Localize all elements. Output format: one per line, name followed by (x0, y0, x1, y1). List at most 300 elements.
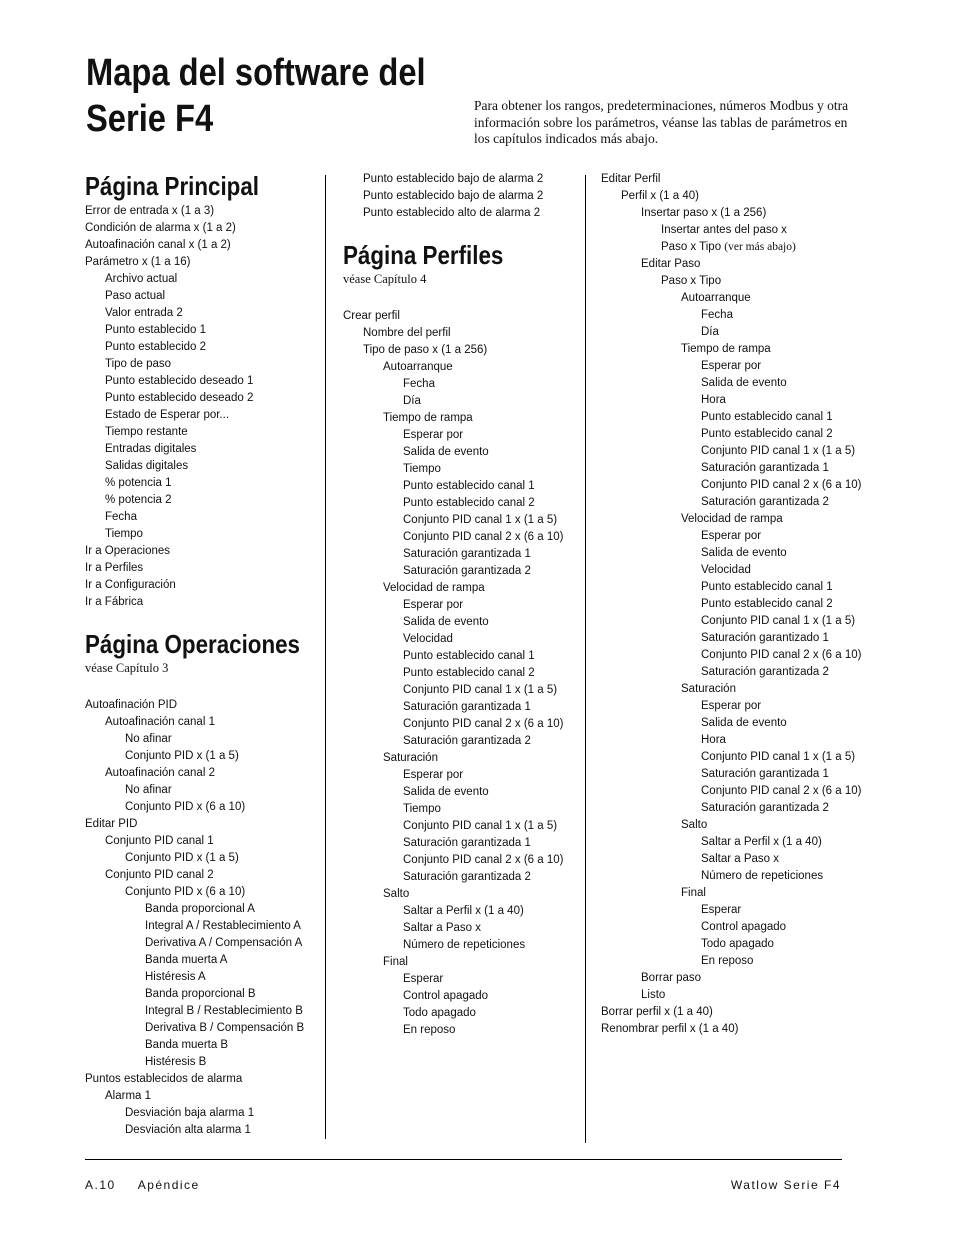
section-heading: Página Operaciones (85, 629, 300, 659)
menu-item (403, 443, 579, 460)
menu-item-label: Hora (701, 393, 726, 406)
menu-item-label: Autoarranque (681, 291, 751, 304)
menu-item (145, 1002, 321, 1019)
menu-item-label: Fecha (701, 308, 733, 321)
menu-item (701, 476, 879, 493)
menu-item-label: Tiempo restante (105, 425, 188, 438)
menu-item (105, 406, 321, 423)
menu-item-label: No afinar (125, 783, 172, 796)
menu-item (661, 272, 851, 289)
menu-item (701, 646, 879, 663)
menu-item-label: Día (701, 325, 719, 338)
section-heading: Página Perfiles (343, 240, 504, 270)
menu-item (701, 425, 851, 442)
menu-item-label: Esperar por (403, 768, 464, 781)
menu-item (145, 968, 321, 985)
menu-item (661, 238, 851, 255)
menu-item (105, 508, 321, 525)
menu-item (701, 391, 851, 408)
menu-item-label: Conjunto PID canal 2 x (6 a 10) (403, 717, 564, 730)
menu-item (125, 730, 321, 747)
menu-item-label: Salidas digitales (105, 459, 189, 472)
menu-item-label: Final (383, 955, 408, 968)
menu-item (701, 578, 851, 595)
menu-item (363, 170, 579, 187)
menu-item-label: Control apagado (403, 989, 489, 1002)
menu-item (701, 527, 851, 544)
menu-item-label: Fecha (403, 377, 435, 390)
menu-item-label: Saltar a Paso x (403, 921, 481, 934)
menu-item (701, 595, 851, 612)
menu-item (681, 680, 851, 697)
menu-item (105, 832, 321, 849)
menu-item (403, 528, 581, 545)
menu-item-label: Punto establecido canal 1 (403, 649, 535, 662)
menu-item-label: Todo apagado (403, 1006, 476, 1019)
menu-item-label: Esperar por (701, 359, 762, 372)
menu-item (403, 834, 579, 851)
menu-item (363, 187, 579, 204)
menu-item (105, 764, 321, 781)
menu-item (105, 423, 321, 440)
menu-item-label: Saltar a Perfil x (1 a 40) (403, 904, 524, 917)
menu-item (383, 358, 579, 375)
menu-item-label: % potencia 1 (105, 476, 172, 489)
menu-item (701, 765, 851, 782)
footer-left (85, 1178, 200, 1192)
menu-item-label: Conjunto PID canal 2 x (6 a 10) (403, 530, 564, 543)
menu-item-label: Tiempo (403, 462, 441, 475)
menu-item-label: Ir a Configuración (85, 578, 176, 591)
menu-item-label: Esperar (701, 903, 742, 916)
menu-item-label: Tipo de paso (105, 357, 172, 370)
column-divider (585, 175, 586, 1143)
menu-item-label: Punto establecido canal 1 (701, 580, 833, 593)
menu-item (403, 562, 579, 579)
menu-item (641, 986, 851, 1003)
menu-item-label: Conjunto PID canal 1 x (1 a 5) (701, 750, 856, 763)
menu-item (343, 307, 579, 324)
menu-item (701, 748, 879, 765)
menu-item-label: Borrar perfil x (1 a 40) (601, 1005, 713, 1018)
menu-item-label: Punto establecido bajo de alarma 2 (363, 189, 544, 202)
menu-item (403, 426, 579, 443)
menu-item-label: Tiempo (403, 802, 441, 815)
menu-item (681, 510, 851, 527)
menu-item (403, 902, 579, 919)
menu-item-label: Banda muerta A (145, 953, 228, 966)
page-number: A.10 (85, 1178, 116, 1192)
menu-item (641, 969, 851, 986)
menu-item (403, 817, 581, 834)
menu-item (105, 457, 321, 474)
menu-item-label: Punto establecido deseado 1 (105, 374, 254, 387)
menu-item-label: Ir a Perfiles (85, 561, 144, 574)
menu-item (701, 918, 851, 935)
menu-item-label: Fecha (105, 510, 137, 523)
menu-item (701, 629, 851, 646)
menu-item-label: Nombre del perfil (363, 326, 451, 339)
menu-item-label: Conjunto PID x (1 a 5) (125, 851, 239, 864)
menu-item (85, 236, 321, 253)
menu-item (701, 952, 851, 969)
menu-item (125, 849, 321, 866)
menu-item-label: % potencia 2 (105, 493, 172, 506)
menu-item-label: Punto establecido canal 2 (403, 496, 535, 509)
menu-item-label: Estado de Esperar por... (105, 408, 230, 421)
menu-item-label: Tipo de paso x (1 a 256) (363, 343, 488, 356)
menu-item-label: No afinar (125, 732, 172, 745)
menu-item (105, 355, 321, 372)
menu-item-label: Tiempo (105, 527, 143, 540)
menu-item-label: Saltar a Paso x (701, 852, 779, 865)
menu-item-label: Autoafinación canal x (1 a 2) (85, 238, 231, 251)
menu-item (701, 357, 851, 374)
menu-item (701, 612, 879, 629)
menu-item (403, 681, 581, 698)
menu-item-label: Salida de evento (701, 716, 787, 729)
menu-item (383, 885, 579, 902)
menu-item (403, 783, 579, 800)
menu-item-label: Esperar por (701, 529, 762, 542)
menu-item-label: Paso actual (105, 289, 166, 302)
menu-item (701, 850, 851, 867)
column-2 (343, 170, 579, 1038)
menu-item (641, 255, 851, 272)
menu-item-label: Saturación garantizada 2 (403, 564, 531, 577)
menu-item-label: Editar Perfil (601, 172, 661, 185)
menu-item (701, 714, 851, 731)
menu-item (383, 749, 579, 766)
menu-item-label: Conjunto PID x (1 a 5) (125, 749, 239, 762)
menu-item-label: Tiempo de rampa (681, 342, 771, 355)
menu-item (85, 696, 321, 713)
menu-item-label: Velocidad de rampa (383, 581, 485, 594)
menu-item (145, 917, 321, 934)
menu-item-label: Salida de evento (403, 445, 489, 458)
menu-item-label: Entradas digitales (105, 442, 197, 455)
menu-item (145, 1053, 321, 1070)
menu-item (403, 1021, 579, 1038)
menu-item (403, 732, 579, 749)
menu-item-label: Autoafinación PID (85, 698, 178, 711)
menu-item (145, 951, 321, 968)
menu-item-label: Paso x Tipo (661, 274, 722, 287)
menu-item (125, 883, 321, 900)
menu-item (701, 493, 851, 510)
menu-item (145, 1019, 321, 1036)
menu-item-label: Editar Paso (641, 257, 701, 270)
menu-item (403, 613, 579, 630)
menu-item (383, 409, 579, 426)
menu-item-label: Listo (641, 988, 666, 1001)
menu-item (383, 579, 579, 596)
menu-item-label: Histéresis B (145, 1055, 207, 1068)
menu-item-label: Conjunto PID canal 1 x (1 a 5) (403, 819, 558, 832)
menu-item (85, 815, 321, 832)
menu-item-label: Alarma 1 (105, 1089, 152, 1102)
menu-item-label: Integral B / Restablecimiento B (145, 1004, 303, 1017)
menu-item-label: Puntos establecidos de alarma (85, 1072, 243, 1085)
spacer (343, 221, 579, 239)
menu-item-label: Borrar paso (641, 971, 702, 984)
menu-item (403, 868, 579, 885)
menu-item (701, 374, 851, 391)
menu-item-label: Saturación (383, 751, 438, 764)
menu-item-label: Renombrar perfil x (1 a 40) (601, 1022, 739, 1035)
chapter-reference: véase Capítulo 3 (85, 661, 169, 675)
menu-item-label: Error de entrada x (1 a 3) (85, 204, 215, 217)
menu-item-label: Saturación garantizada 1 (403, 836, 531, 849)
menu-item-label: Autoafinación canal 2 (105, 766, 215, 779)
menu-item-label: Derivativa A / Compensación A (145, 936, 303, 949)
column-1 (85, 170, 321, 1138)
menu-item-label: Crear perfil (343, 309, 400, 322)
menu-item (403, 511, 581, 528)
menu-item (621, 187, 851, 204)
menu-item-label: Velocidad de rampa (681, 512, 783, 525)
menu-item (105, 321, 321, 338)
menu-item (85, 202, 321, 219)
menu-item-label: Derivativa B / Compensación B (145, 1021, 305, 1034)
menu-item-label: Insertar antes del paso x (661, 223, 787, 236)
menu-item-label: Conjunto PID x (6 a 10) (125, 800, 246, 813)
menu-item-label: Punto establecido canal 2 (403, 666, 535, 679)
menu-item-label: Ir a Operaciones (85, 544, 171, 557)
menu-item (701, 663, 851, 680)
menu-item-label: Punto establecido alto de alarma 2 (363, 206, 541, 219)
menu-item-label: Salida de evento (701, 546, 787, 559)
menu-item (105, 525, 321, 542)
menu-item-label: Conjunto PID canal 2 x (6 a 10) (701, 648, 862, 661)
column-3 (601, 170, 862, 1037)
menu-item (681, 816, 851, 833)
menu-item (403, 1004, 579, 1021)
page-title: Mapa del software del Serie F4 (86, 52, 426, 140)
menu-item (363, 324, 579, 341)
menu-item (85, 576, 321, 593)
menu-item-label: Número de repeticiones (701, 869, 824, 882)
menu-item-label: Conjunto PID canal 1 x (1 a 5) (403, 513, 558, 526)
menu-item (601, 1020, 851, 1037)
menu-item (403, 494, 579, 511)
menu-item (681, 884, 851, 901)
menu-item (145, 934, 321, 951)
menu-item-label: Salida de evento (403, 785, 489, 798)
menu-item-label: Punto establecido canal 1 (403, 479, 535, 492)
menu-item (85, 593, 321, 610)
menu-item-label: Final (681, 886, 706, 899)
menu-item (403, 392, 579, 409)
menu-item (145, 1036, 321, 1053)
spacer (85, 610, 321, 628)
menu-item (105, 1087, 321, 1104)
menu-item (701, 442, 879, 459)
menu-item-label: Punto establecido deseado 2 (105, 391, 254, 404)
menu-item-label: En reposo (403, 1023, 456, 1036)
menu-item (125, 798, 321, 815)
menu-item (363, 341, 579, 358)
menu-item (85, 1070, 321, 1087)
menu-item-label: Conjunto PID canal 2 (105, 868, 214, 881)
menu-item (403, 596, 579, 613)
menu-item-label: Saturación garantizada 2 (701, 801, 829, 814)
menu-item-label: Editar PID (85, 817, 138, 830)
menu-item-label: Conjunto PID canal 2 x (6 a 10) (403, 853, 564, 866)
menu-item (125, 1104, 321, 1121)
menu-item-label: Control apagado (701, 920, 787, 933)
menu-item-label: Perfil x (1 a 40) (621, 189, 699, 202)
menu-item (403, 800, 579, 817)
menu-item-label: Velocidad (403, 632, 453, 645)
menu-item-label: Esperar por (403, 428, 464, 441)
menu-item-label: Desviación alta alarma 1 (125, 1123, 251, 1136)
menu-item-label: Saturación (681, 682, 736, 695)
menu-item-label: Condición de alarma x (1 a 2) (85, 221, 236, 234)
menu-item-label: Autoarranque (383, 360, 453, 373)
menu-item-label: Todo apagado (701, 937, 774, 950)
menu-item-label: En reposo (701, 954, 754, 967)
menu-item-label: Día (403, 394, 421, 407)
menu-item (701, 867, 851, 884)
menu-item (105, 372, 321, 389)
menu-item-label: Saturación garantizada 1 (701, 767, 829, 780)
menu-item-label: Conjunto PID canal 1 x (1 a 5) (701, 444, 856, 457)
menu-item (105, 440, 321, 457)
footer-rule (85, 1159, 842, 1160)
menu-item (701, 799, 851, 816)
menu-item (701, 459, 851, 476)
menu-item (403, 647, 579, 664)
menu-item (85, 559, 321, 576)
menu-item (105, 304, 321, 321)
menu-item-label: Parámetro x (1 a 16) (85, 255, 191, 268)
section-name: Apéndice (137, 1178, 200, 1192)
menu-item-label: Ir a Fábrica (85, 595, 144, 608)
menu-item-label: Saturación garantizado 1 (701, 631, 829, 644)
menu-item-label: Punto establecido canal 1 (701, 410, 833, 423)
menu-item-label: Paso x Tipo (661, 240, 722, 253)
menu-item (701, 323, 851, 340)
menu-item (403, 936, 579, 953)
menu-item (701, 782, 879, 799)
menu-item-label: Saturación garantizada 1 (403, 700, 531, 713)
menu-item (105, 287, 321, 304)
menu-item (403, 766, 579, 783)
menu-item (125, 747, 321, 764)
menu-item (681, 340, 851, 357)
menu-item (701, 935, 851, 952)
menu-item-label: Saturación garantizada 2 (701, 495, 829, 508)
menu-item (125, 1121, 321, 1138)
menu-item (403, 970, 579, 987)
menu-item (701, 408, 851, 425)
menu-item-label: Número de repeticiones (403, 938, 526, 951)
menu-item-label: Saturación garantizada 2 (701, 665, 829, 678)
menu-item (403, 630, 579, 647)
menu-item-label: Conjunto PID canal 1 x (1 a 5) (403, 683, 558, 696)
menu-item-label: Autoafinación canal 1 (105, 715, 215, 728)
menu-item (105, 491, 321, 508)
menu-item (701, 833, 851, 850)
menu-item-label: Conjunto PID canal 2 x (6 a 10) (701, 478, 862, 491)
menu-item-label: Saltar a Perfil x (1 a 40) (701, 835, 822, 848)
menu-item (701, 697, 851, 714)
menu-item (363, 204, 579, 221)
menu-item-label: Punto establecido canal 2 (701, 597, 833, 610)
menu-item (641, 204, 851, 221)
menu-item-label: Saturación garantizada 2 (403, 734, 531, 747)
intro-paragraph: Para obtener los rangos, predeterminaciones, números Modbus y otra información sobre los parámetros, véanse las tablas de parámetros en los capítulos indicados más abajo. (474, 98, 849, 146)
menu-item (105, 270, 321, 287)
menu-item-label: Punto establecido 2 (105, 340, 207, 353)
menu-item-label: Esperar por (403, 598, 464, 611)
menu-item-label: Esperar (403, 972, 444, 985)
menu-item (701, 731, 851, 748)
menu-item-label: Salida de evento (701, 376, 787, 389)
menu-item (601, 170, 851, 187)
menu-item (105, 474, 321, 491)
menu-item-label: Insertar paso x (1 a 256) (641, 206, 767, 219)
menu-item-label: Velocidad (701, 563, 751, 576)
menu-item-label: Saturación garantizada 1 (701, 461, 829, 474)
menu-item (701, 306, 851, 323)
menu-item-label: Valor entrada 2 (105, 306, 183, 319)
menu-item-label: Salida de evento (403, 615, 489, 628)
menu-item-label: Conjunto PID canal 1 (105, 834, 214, 847)
menu-item-label: Tiempo de rampa (383, 411, 473, 424)
menu-item-label: Saturación garantizada 1 (403, 547, 531, 560)
menu-item-label: Punto establecido bajo de alarma 2 (363, 172, 544, 185)
menu-item-label: Saturación garantizada 2 (403, 870, 531, 883)
menu-item-label: Punto establecido canal 2 (701, 427, 833, 440)
footer-product: Watlow Serie F4 (730, 1178, 841, 1192)
menu-item (125, 781, 321, 798)
menu-item (403, 987, 579, 1004)
menu-item-label: Conjunto PID x (6 a 10) (125, 885, 246, 898)
menu-item (105, 866, 321, 883)
menu-item (403, 715, 581, 732)
menu-item-label: Punto establecido 1 (105, 323, 207, 336)
menu-item-label: Integral A / Restablecimiento A (145, 919, 301, 932)
menu-item (145, 985, 321, 1002)
menu-item (701, 901, 851, 918)
menu-item (403, 477, 579, 494)
menu-item (403, 545, 579, 562)
menu-item (85, 253, 321, 270)
menu-item-label: Banda proporcional A (145, 902, 255, 915)
menu-item-label: Esperar por (701, 699, 762, 712)
menu-item (661, 221, 851, 238)
menu-item-label: Archivo actual (105, 272, 178, 285)
menu-item (85, 542, 321, 559)
menu-item-note: (ver más abajo) (724, 240, 796, 253)
menu-item (403, 375, 579, 392)
menu-item (701, 544, 851, 561)
menu-item-label: Hora (701, 733, 726, 746)
menu-item (105, 338, 321, 355)
section-heading: Página Principal (85, 171, 259, 201)
menu-item (383, 953, 579, 970)
menu-item-label: Conjunto PID canal 2 x (6 a 10) (701, 784, 862, 797)
menu-item (403, 851, 581, 868)
column-divider (325, 175, 326, 1139)
menu-item (601, 1003, 851, 1020)
menu-item-label: Salto (681, 818, 708, 831)
menu-item-label: Conjunto PID canal 1 x (1 a 5) (701, 614, 856, 627)
menu-item (85, 219, 321, 236)
menu-item (145, 900, 321, 917)
